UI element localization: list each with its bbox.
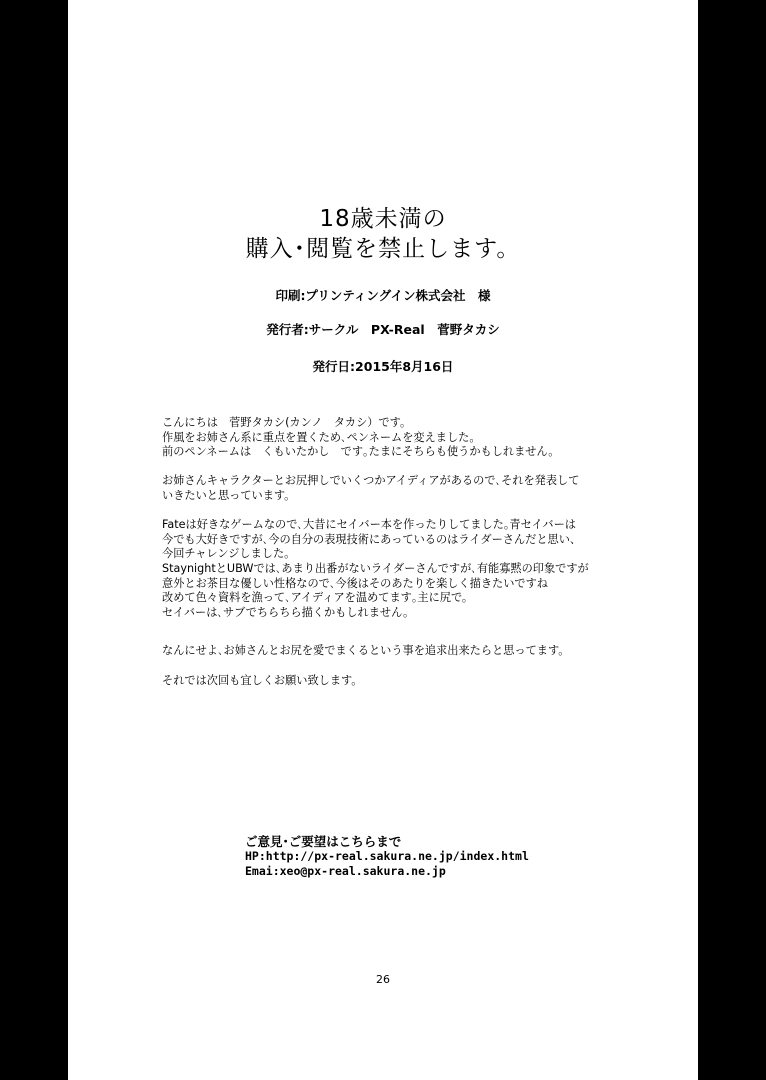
text-line: 今回チャレンジしました。	[162, 547, 296, 561]
text-line: 改めて色々資料を漁って､アイディアを温めてます｡主に尻で。	[162, 591, 474, 605]
text-line: StaynightとUBWでは､あまり出番がないライダーさんですが､有能寡黙の印象ですが	[162, 561, 589, 575]
document-page	[68, 0, 698, 1080]
text-line: 今でも大好きですが､今の自分の表現技術にあっているのはライダーさんだと思い、	[162, 532, 582, 546]
text-line: お姉さんキャラクターとお尻押しでいくつかアイディアがあるので､それを発表して	[162, 474, 580, 488]
afterword-text	[162, 416, 632, 703]
homepage-url: HP:http://px-real.sakura.ne.jp/index.html	[245, 849, 529, 863]
notice-line-1: 18歳未満の	[319, 206, 447, 232]
text-line: それでは次回も宜しくお願い致します。	[162, 673, 363, 687]
printer-credit: 印刷:プリンティングイン株式会社 様	[275, 288, 491, 303]
text-line: 意外とお茶目な優しい性格なので､今後はそのあたりを楽しく描きたいですね	[162, 576, 548, 590]
page-number: 26	[376, 973, 390, 986]
contact-info	[245, 834, 529, 879]
paragraph-ideas	[162, 474, 632, 503]
text-line: セイバーは､サブでちらちら描くかもしれません。	[162, 605, 415, 619]
paragraph-goal	[162, 644, 632, 659]
email-address: Emai:xeo@px-real.sakura.ne.jp	[245, 864, 446, 878]
text-line: 作風をお姉さん系に重点を置くため､ペンネームを変えました。	[162, 430, 481, 444]
text-line: いきたいと思っています。	[162, 488, 296, 502]
age-restriction-notice	[68, 204, 698, 264]
text-line: 前のペンネームは くもいたかし です｡たまにそちらも使うかもしれません。	[162, 445, 560, 459]
publisher-credit: 発行者:サークル PX-Real 菅野タカシ	[266, 322, 500, 337]
contact-heading: ご意見･ご要望はこちらまで	[245, 834, 402, 849]
publish-date: 発行日:2015年8月16日	[312, 359, 454, 374]
paragraph-fate	[162, 518, 632, 620]
paragraph-greeting	[162, 416, 632, 460]
paragraph-closing	[162, 674, 632, 689]
text-line: Fateは好きなゲームなので､大昔にセイバー本を作ったりしてました｡青セイバーは	[162, 518, 576, 532]
text-line: こんにちは 菅野タカシ(カンノ タカシ）です。	[162, 416, 412, 429]
text-line: なんにせよ､お姉さんとお尻を愛でまくるという事を追求出来たらと思ってます。	[162, 644, 570, 658]
notice-line-2: 購入･閲覧を禁止します。	[245, 236, 521, 262]
